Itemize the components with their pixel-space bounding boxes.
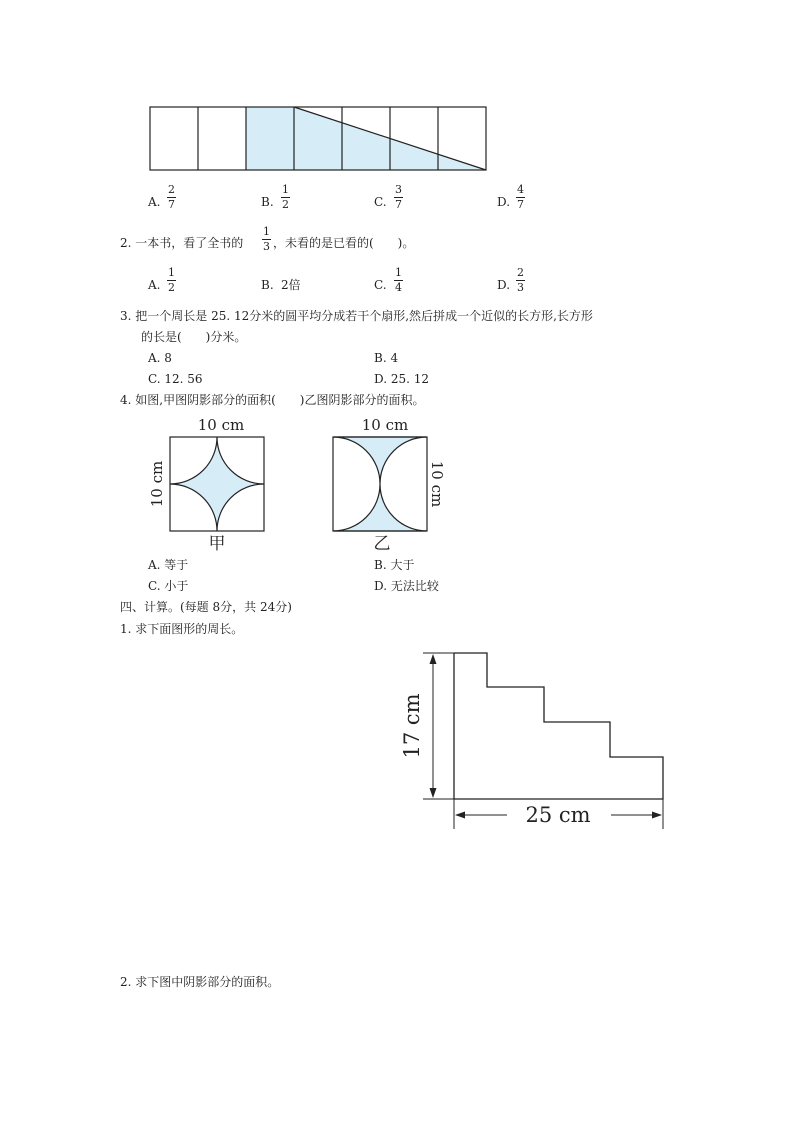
q2-stem-part2: ，未看的是已看的( )。 <box>273 236 415 250</box>
height-arrow-down <box>430 788 437 798</box>
q3-option-c[interactable]: C. 12. 56 <box>148 372 203 386</box>
option-letter: B. <box>261 195 274 209</box>
section4-problem2: 2. 求下图中阴影部分的面积。 <box>120 975 280 989</box>
q3-option-a[interactable]: A. 8 <box>148 351 172 365</box>
width-arrow-right <box>652 812 662 819</box>
staircase-figure <box>395 645 675 835</box>
q3-stem-line1: 3. 把一个周长是 25. 12分米的圆平均分成若干个扇形,然后拼成一个近似的长方形,长方形 <box>120 309 593 323</box>
staircase-outline <box>454 653 663 799</box>
q4-figure-jia <box>145 410 275 552</box>
q4-option-a[interactable]: A. 等于 <box>148 558 189 572</box>
q2-stem-fraction: 1 3 <box>263 225 270 253</box>
q2-stem-part1: 2. 一本书，看了全书的 <box>120 236 244 250</box>
fraction: 2 7 <box>168 183 175 211</box>
option-letter: C. <box>374 195 387 209</box>
jia-name: 甲 <box>208 534 226 552</box>
yi-shaded-region <box>333 437 427 531</box>
option-letter: A. <box>148 195 161 209</box>
option-letter: B. <box>261 278 274 292</box>
q3-stem-line2: 的长是( )分米。 <box>141 330 247 344</box>
option-letter: D. <box>497 278 511 292</box>
width-label: 25 cm <box>525 803 591 827</box>
option-letter: C. <box>374 278 387 292</box>
q4-figure-yi <box>320 410 455 552</box>
section4-problem1: 1. 求下面图形的周长。 <box>120 622 244 636</box>
fraction: 1 4 <box>395 266 402 294</box>
fraction: 2 3 <box>517 266 524 294</box>
jia-side-label: 10 cm <box>148 460 166 508</box>
option-letter: A. <box>148 278 161 292</box>
fraction: 1 2 <box>168 266 175 294</box>
section4-heading: 四、计算。(每题 8分，共 24分) <box>120 600 292 614</box>
fraction: 4 7 <box>517 183 524 211</box>
jia-top-label: 10 cm <box>197 416 245 434</box>
height-arrow-up <box>430 654 437 664</box>
yi-side-label: 10 cm <box>428 460 446 508</box>
option-text: 2倍 <box>281 278 301 292</box>
width-arrow-left <box>455 812 465 819</box>
q4-option-d[interactable]: D. 无法比较 <box>374 579 439 593</box>
fraction: 3 7 <box>395 183 402 211</box>
option-letter: D. <box>497 195 511 209</box>
q3-option-b[interactable]: B. 4 <box>374 351 399 365</box>
q4-option-b[interactable]: B. 大于 <box>374 558 415 572</box>
q4-option-c[interactable]: C. 小于 <box>148 579 189 593</box>
height-label: 17 cm <box>400 693 424 759</box>
q1-strip-figure <box>148 105 490 173</box>
yi-name: 乙 <box>373 534 391 552</box>
q1-shaded-region <box>246 107 486 170</box>
q4-stem: 4. 如图,甲图阴影部分的面积( )乙图阴影部分的面积。 <box>120 393 425 407</box>
yi-top-label: 10 cm <box>361 416 409 434</box>
fraction: 1 2 <box>282 183 289 211</box>
q3-option-d[interactable]: D. 25. 12 <box>374 372 429 386</box>
jia-shaded-star <box>170 437 264 531</box>
